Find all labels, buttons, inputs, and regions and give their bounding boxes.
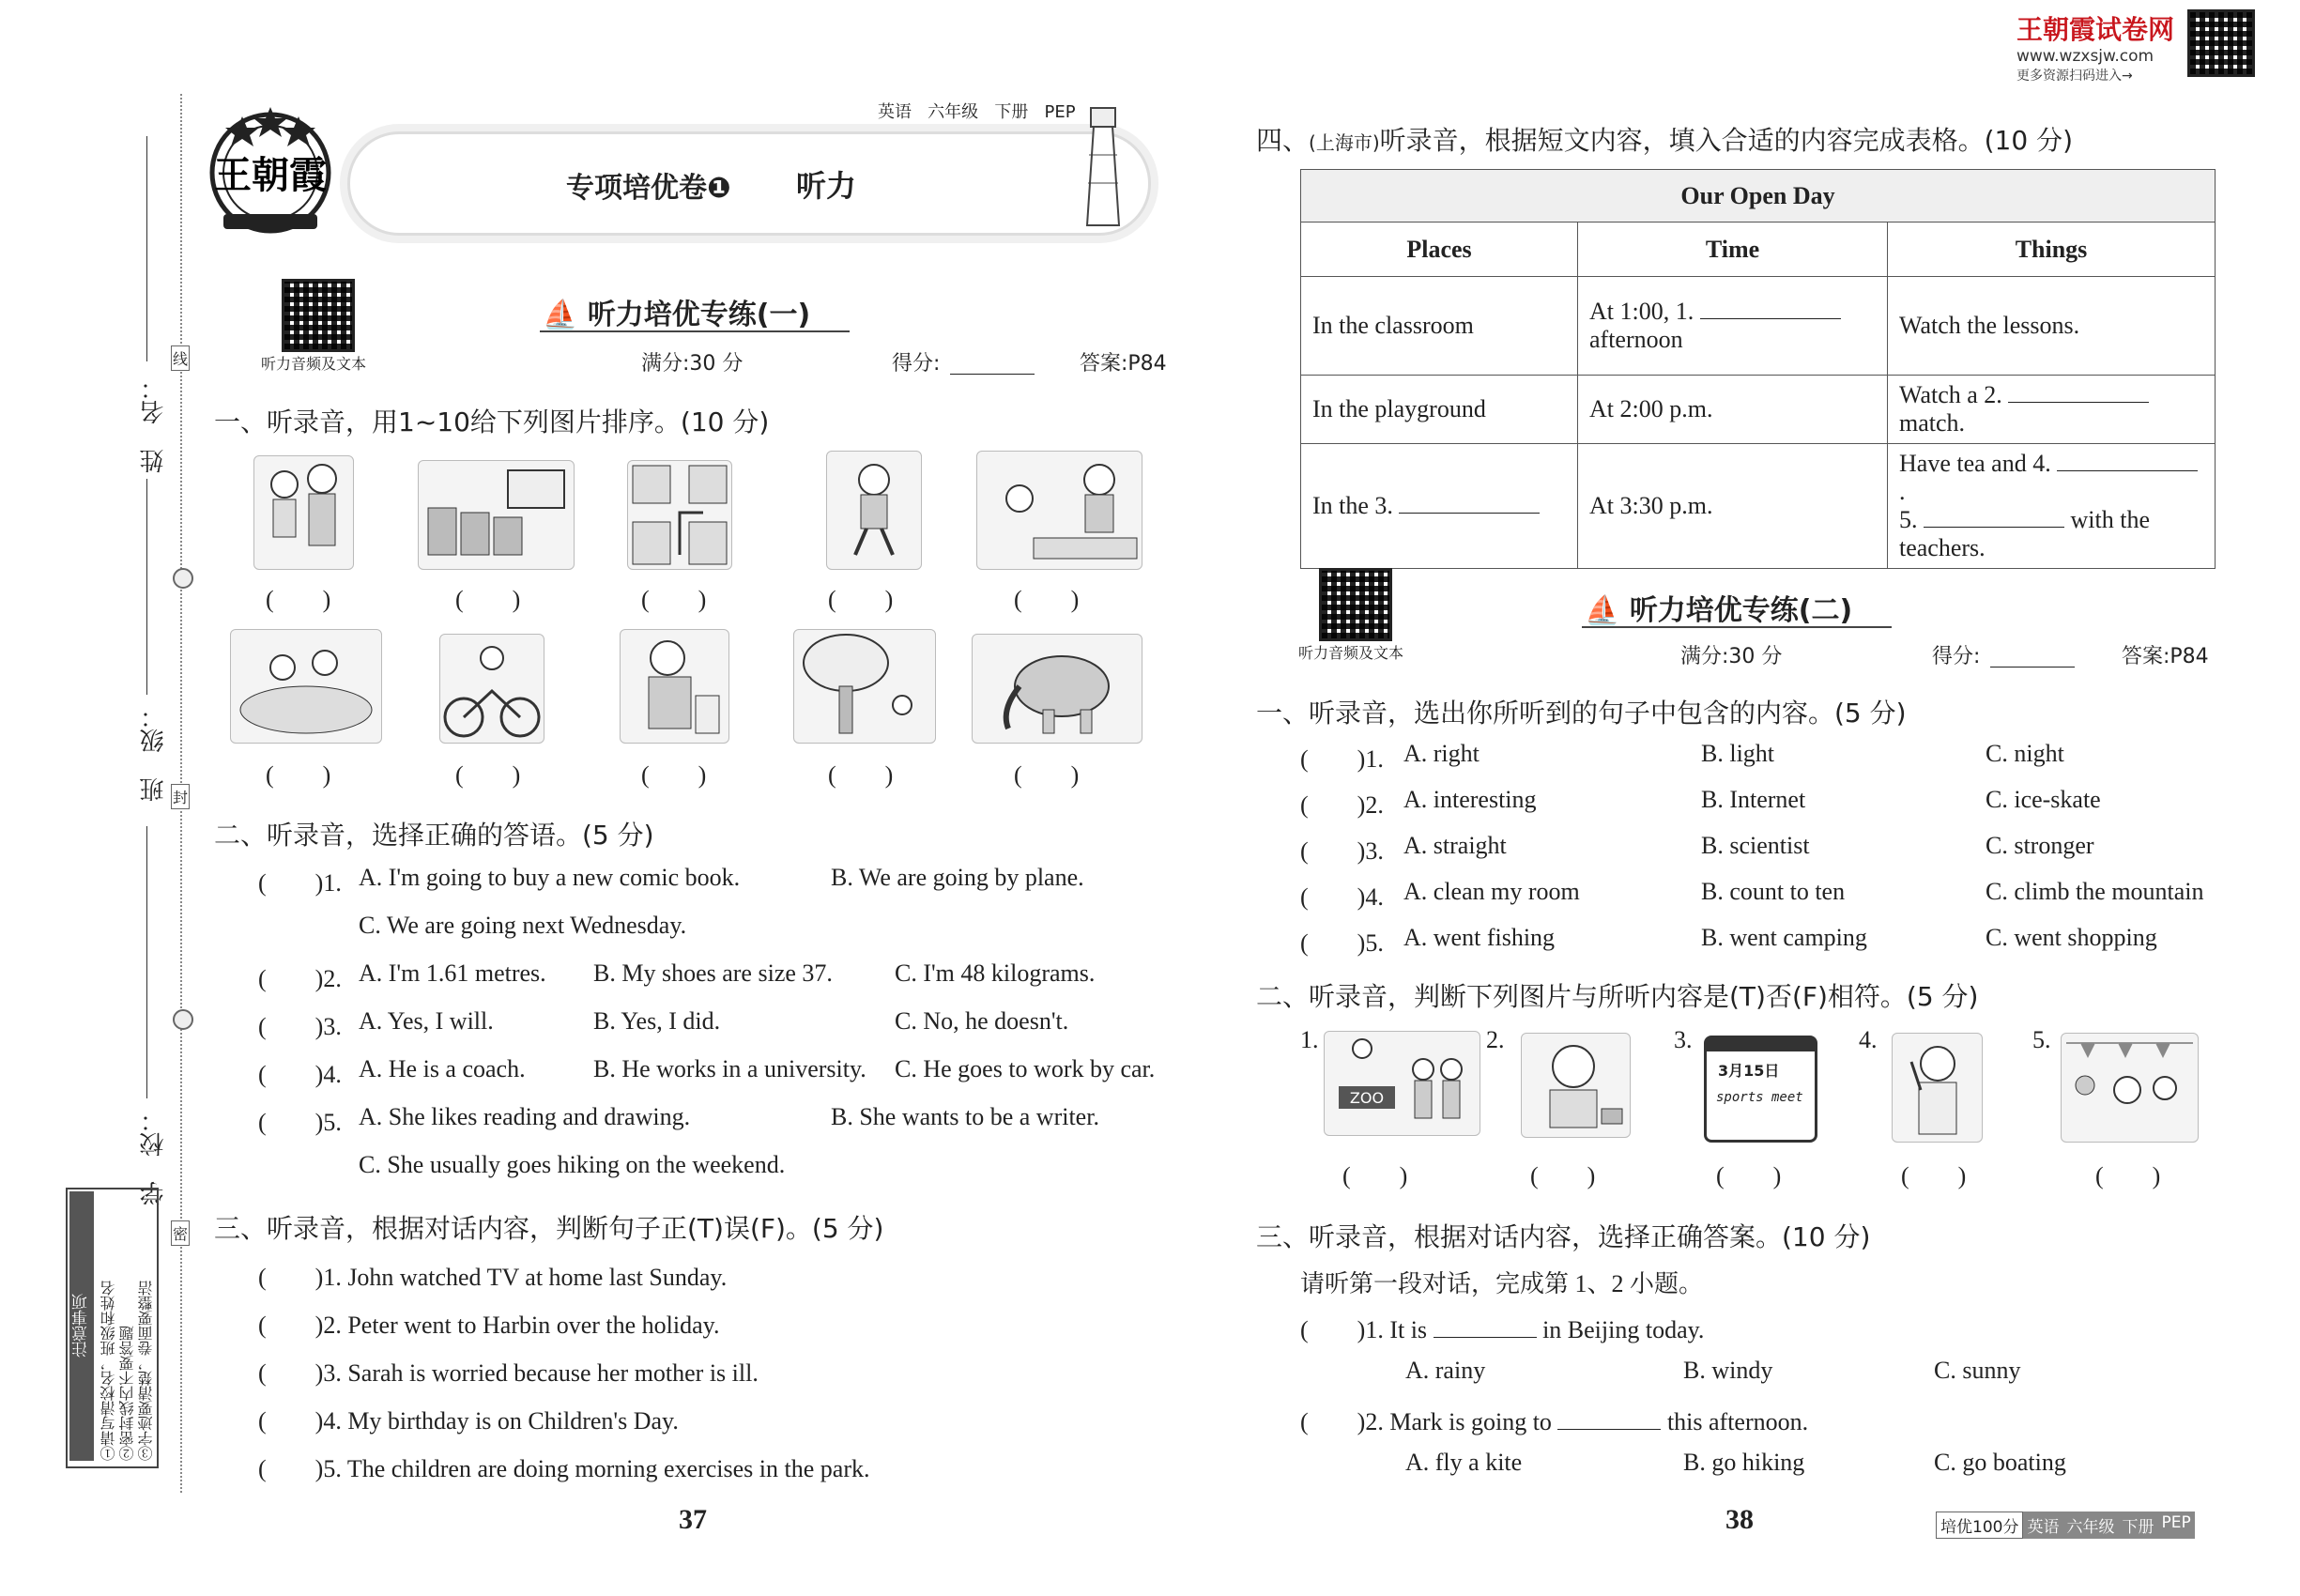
r1-q5-no[interactable]: ( )5.: [1300, 929, 1384, 957]
part2-title: 二、听录音，选择正确的答语。(5 分): [214, 820, 654, 851]
r2-paren-3[interactable]: ( ): [1716, 1162, 1782, 1189]
r2-paren-2[interactable]: ( ): [1530, 1162, 1596, 1189]
r1-q3-a: A. straight: [1403, 832, 1507, 859]
seal-mark-xian: 线: [171, 345, 190, 371]
footer-tag: PEP: [2157, 1512, 2194, 1539]
th-time: Time: [1578, 223, 1888, 277]
r2-num-2: 2.: [1486, 1026, 1505, 1053]
p2-q3-b: B. Yes, I did.: [593, 1007, 721, 1035]
qr-code-icon[interactable]: [282, 279, 355, 352]
r2-num-5: 5.: [2032, 1026, 2051, 1053]
binding-hole-icon: [173, 568, 193, 589]
r3-q1-c: C. sunny: [1934, 1357, 2021, 1384]
section-title-2: ⛵ 听力培优专练(二): [1585, 594, 1853, 627]
calendar-top-bar: [1707, 1038, 1815, 1051]
notes-box: [66, 1188, 159, 1468]
p2-q3-a: A. Yes, I will.: [359, 1007, 494, 1035]
r3-instruction: 请听第一段对话，完成第 1、2 小题。: [1300, 1270, 1704, 1297]
site-more: 更多资源扫码进入→: [2016, 69, 2133, 84]
page-subject: 听力: [796, 168, 857, 204]
seal-mark-feng: 封: [171, 784, 190, 809]
r-part1-title: 一、听录音，选出你所听到的句子中包含的内容。(5 分): [1256, 698, 1907, 729]
r3-q1-blank[interactable]: [1434, 1337, 1537, 1338]
footer-tag: 英语: [2023, 1512, 2062, 1539]
p2-q5-no[interactable]: ( )5.: [258, 1109, 342, 1136]
r3-q2-no[interactable]: ( )2.: [1300, 1408, 1384, 1435]
picture-picnic: [230, 629, 382, 744]
sail-icon: ⛵: [543, 299, 578, 331]
cell-time: At 2:00 p.m.: [1578, 376, 1888, 444]
p2-q4-a: A. He is a coach.: [359, 1055, 526, 1082]
picture-map: [627, 460, 732, 570]
r3-q1-b: B. windy: [1683, 1357, 1773, 1384]
answer-paren-9[interactable]: ( ): [828, 761, 894, 789]
section-title-underline: [540, 330, 850, 332]
p2-q5-a: A. She likes reading and drawing.: [359, 1103, 691, 1130]
cell-place: In the playground: [1301, 376, 1578, 444]
answer-paren-3[interactable]: ( ): [641, 586, 707, 613]
answer-ref: 答案:P84: [1080, 352, 1167, 376]
page-title: 专项培优卷❶: [566, 172, 731, 205]
p3-q5[interactable]: ( )5. The children are doing morning exercises in the park.: [258, 1455, 870, 1482]
r1-q5-c: C. went shopping: [1986, 924, 2157, 951]
table-row: [1301, 444, 2216, 569]
p3-q3[interactable]: ( )3. Sarah is worried because her mother is ill.: [258, 1359, 759, 1387]
calendar-event: sports meet: [1716, 1090, 1803, 1105]
calendar-date: 3月15日: [1718, 1062, 1780, 1080]
cell-time: At 1:00, 1. afternoon: [1578, 277, 1888, 376]
answer-paren-1[interactable]: ( ): [266, 586, 331, 613]
qr-code-icon[interactable]: [1319, 568, 1392, 641]
answer-paren-6[interactable]: ( ): [266, 761, 331, 789]
brand-name: 王朝霞: [214, 153, 327, 197]
qr-caption: 听力音频及文本: [1298, 644, 1404, 662]
p2-q3-c: C. No, he doesn't.: [895, 1007, 1069, 1035]
note-3: ③字迹要清楚，卷面要整洁: [137, 1281, 155, 1461]
answer-paren-8[interactable]: ( ): [641, 761, 707, 789]
picture-party: [2061, 1033, 2199, 1143]
answer-paren-10[interactable]: ( ): [1014, 761, 1080, 789]
r1-q3-no[interactable]: ( )3.: [1300, 837, 1384, 865]
p3-q1[interactable]: ( )1. John watched TV at home last Sunday.: [258, 1264, 728, 1291]
r3-q2-c: C. go boating: [1934, 1449, 2066, 1476]
p2-q4-c: C. He goes to work by car.: [895, 1055, 1156, 1082]
name-field[interactable]: [146, 136, 147, 361]
r1-q1-a: A. right: [1403, 740, 1480, 767]
th-places: Places: [1301, 223, 1578, 277]
answer-paren-4[interactable]: ( ): [828, 586, 894, 613]
logo-seal-icon: [205, 103, 336, 235]
r1-q4-a: A. clean my room: [1403, 878, 1580, 905]
open-day-table: [1300, 169, 2216, 569]
site-qr-code-icon[interactable]: [2187, 9, 2255, 77]
footer-tags: [1936, 1512, 2195, 1539]
r3-q2-stem: ( )2. Mark is going to this afternoon.: [1300, 1408, 1809, 1435]
title-banner: [347, 131, 1151, 236]
section-title-underline: [1582, 626, 1892, 628]
p2-q2-no[interactable]: ( )2.: [258, 965, 342, 992]
section-title: ⛵ 听力培优专练(一): [543, 299, 811, 331]
r2-paren-5[interactable]: ( ): [2095, 1162, 2161, 1189]
p2-q4-b: B. He works in a university.: [593, 1055, 866, 1082]
r2-num-3: 3.: [1674, 1026, 1693, 1053]
p2-q5-b: B. She wants to be a writer.: [831, 1103, 1099, 1130]
school-label: 学 校：: [140, 1108, 168, 1205]
cell-thing: Have tea and 4. . 5. with the teachers.: [1888, 444, 2216, 569]
site-name: 王朝霞试卷网: [2016, 14, 2175, 45]
score-got-label: 得分:: [892, 352, 941, 376]
cell-place: In the 3.: [1301, 444, 1578, 569]
p2-q1-b: B. We are going by plane.: [831, 864, 1084, 891]
cell-time: At 3:30 p.m.: [1578, 444, 1888, 569]
name-label: 姓 名：: [140, 376, 168, 473]
r1-q2-c: C. ice-skate: [1986, 786, 2101, 813]
blank-5[interactable]: [1924, 527, 2064, 528]
r3-q2-blank[interactable]: [1557, 1429, 1661, 1430]
class-field[interactable]: [146, 479, 147, 695]
score-full: 满分:30 分: [641, 352, 744, 376]
r2-paren-1[interactable]: ( ): [1342, 1162, 1408, 1189]
r3-q2-a: A. fly a kite: [1405, 1449, 1523, 1476]
r-part4-title: 四、(上海市)听录音，根据短文内容，填入合适的内容完成表格。(10 分): [1256, 125, 2074, 156]
p3-q4[interactable]: ( )4. My birthday is on Children's Day.: [258, 1407, 679, 1435]
cell-thing: Watch a 2. match.: [1888, 376, 2216, 444]
p2-q5-c: C. She usually goes hiking on the weekend.: [359, 1151, 786, 1178]
part1-title: 一、听录音，用1~10给下列图片排序。(10 分): [214, 407, 770, 437]
note-1: ①请写清校名，班级和姓名: [100, 1281, 117, 1461]
footer-tag: 下册: [2118, 1512, 2157, 1539]
part3-title: 三、听录音，根据对话内容，判断句子正(T)误(F)。(5 分): [214, 1213, 884, 1244]
picture-boy-at-desk: [1521, 1033, 1631, 1138]
r1-q2-a: A. interesting: [1403, 786, 1537, 813]
answer-ref-2: 答案:P84: [2122, 645, 2209, 668]
r1-q1-c: C. night: [1986, 740, 2064, 767]
r1-q5-b: B. went camping: [1701, 924, 1867, 951]
picture-tree: [793, 629, 936, 744]
tag-edition: PEP: [1044, 102, 1076, 122]
blank-2[interactable]: [2008, 402, 2149, 403]
blank-1[interactable]: [1700, 318, 1841, 319]
r3-q2-b: B. go hiking: [1683, 1449, 1805, 1476]
header-tags: [878, 99, 1076, 123]
picture-shopping: [976, 451, 1142, 570]
brand-logo: [205, 103, 336, 235]
tag-grade: 六年级: [928, 102, 979, 122]
score-field[interactable]: [950, 374, 1035, 375]
page-number-left: 37: [679, 1504, 707, 1535]
r1-q4-c: C. climb the mountain: [1986, 878, 2204, 905]
site-brand: [2016, 9, 2174, 84]
table-row: [1301, 277, 2216, 376]
r1-q4-b: B. count to ten: [1701, 878, 1846, 905]
seal-mark-mi: 密: [171, 1220, 190, 1246]
r1-q3-c: C. stronger: [1986, 832, 2094, 859]
footer-tag: 六年级: [2062, 1512, 2118, 1539]
r2-num-4: 4.: [1859, 1026, 1878, 1053]
answer-paren-2[interactable]: ( ): [455, 586, 521, 613]
score-got-label-2: 得分:: [1932, 645, 1981, 668]
r1-q3-b: B. scientist: [1701, 832, 1810, 859]
sail-icon: ⛵: [1585, 594, 1620, 627]
p2-q1-a: A. I'm going to buy a new comic book.: [359, 864, 741, 891]
answer-paren-7[interactable]: ( ): [455, 761, 521, 789]
class-label: 班 级：: [140, 704, 168, 802]
picture-doctor: [1892, 1033, 1983, 1143]
binding-hole-icon: [173, 1009, 193, 1030]
page-number-right: 38: [1725, 1504, 1754, 1535]
zoo-sign-text: ZOO: [1349, 1089, 1385, 1107]
notes-title: 注意事项: [69, 1191, 94, 1461]
p2-q1-c: C. We are going next Wednesday.: [359, 912, 687, 939]
p2-q4-no[interactable]: ( )4.: [258, 1061, 342, 1088]
picture-ice-skating: [826, 451, 922, 570]
th-things: Things: [1888, 223, 2216, 277]
blank-4[interactable]: [2057, 470, 2198, 471]
note-2: ②密封线内不要答题: [118, 1326, 136, 1461]
picture-two-children: [253, 455, 354, 570]
picture-zoo: [1324, 1031, 1480, 1136]
school-field[interactable]: [146, 826, 147, 1098]
p2-q2-c: C. I'm 48 kilograms.: [895, 959, 1096, 987]
r3-q1-no[interactable]: ( )1.: [1300, 1316, 1384, 1343]
score-field-2[interactable]: [1990, 667, 2075, 668]
r1-q2-b: B. Internet: [1701, 786, 1806, 813]
picture-cycling: [439, 634, 544, 744]
blank-3[interactable]: [1399, 513, 1540, 514]
r-part3-title: 三、听录音，根据对话内容，选择正确答案。(10 分): [1256, 1221, 1871, 1252]
r2-num-1: 1.: [1300, 1026, 1319, 1053]
p2-q2-b: B. My shoes are size 37.: [593, 959, 833, 987]
r1-q5-a: A. went fishing: [1403, 924, 1556, 951]
binding-sidebar: [56, 94, 197, 1493]
r3-q1-a: A. rainy: [1405, 1357, 1486, 1384]
cell-thing: Watch the lessons.: [1888, 277, 2216, 376]
r-part2-title: 二、听录音，判断下列图片与所听内容是(T)否(F)相符。(5 分): [1256, 981, 1979, 1012]
lighthouse-icon: [1080, 99, 1127, 230]
p3-q2[interactable]: ( )2. Peter went to Harbin over the holiday.: [258, 1312, 720, 1339]
cell-place: In the classroom: [1301, 277, 1578, 376]
sun-icon: [1353, 1039, 1372, 1058]
r1-q2-no[interactable]: ( )2.: [1300, 791, 1384, 819]
r1-q1-no[interactable]: ( )1.: [1300, 745, 1384, 773]
picture-elephant: [972, 634, 1142, 744]
score-full-2: 满分:30 分: [1680, 645, 1783, 668]
table-row: [1301, 376, 2216, 444]
site-url[interactable]: www.wzxsjw.com: [2016, 47, 2154, 66]
r2-paren-4[interactable]: ( ): [1901, 1162, 1967, 1189]
tag-volume: 下册: [994, 102, 1029, 122]
footer-tag: 培优100分: [1936, 1512, 2023, 1539]
p2-q3-no[interactable]: ( )3.: [258, 1013, 342, 1040]
r3-q1-stem: ( )1. It is in Beijing today.: [1300, 1316, 1705, 1343]
answer-paren-5[interactable]: ( ): [1014, 586, 1080, 613]
p2-q2-a: A. I'm 1.61 metres.: [359, 959, 546, 987]
r1-q4-no[interactable]: ( )4.: [1300, 883, 1384, 911]
qr-caption: 听力音频及文本: [261, 355, 367, 373]
picture-calendar: [1704, 1036, 1817, 1143]
p2-q1-no[interactable]: ( )1.: [258, 869, 342, 897]
r1-q1-b: B. light: [1701, 740, 1775, 767]
table-caption: Our Open Day: [1301, 170, 2216, 223]
picture-cinema: [418, 460, 575, 570]
picture-scientist: [620, 629, 729, 744]
tag-subject: 英语: [878, 102, 912, 122]
